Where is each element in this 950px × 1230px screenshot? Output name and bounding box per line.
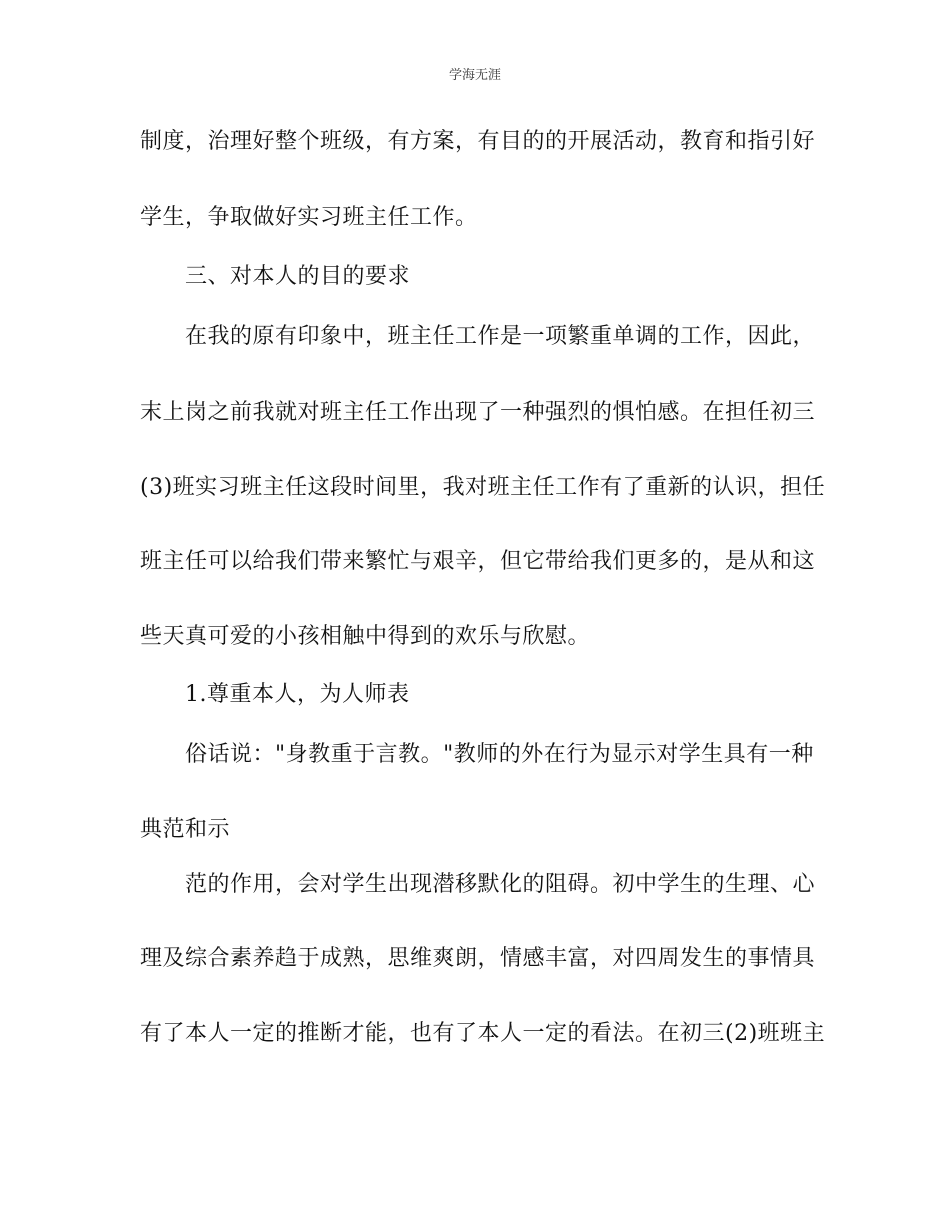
text-line: (3)班实习班主任这段时间里，我对班主任工作有了重新的认识，担任	[140, 475, 826, 500]
text-line: 范的作用，会对学生出现潜移默化的阻碍。初中学生的生理、心	[185, 872, 816, 897]
text-line: 典范和示	[140, 817, 231, 842]
text-line: 有了本人一定的推断才能，也有了本人一定的看法。在初三(2)班班主	[140, 1021, 826, 1046]
text-line: 学生，争取做好实习班主任工作。	[140, 205, 478, 230]
text-line: 制度，治理好整个班级，有方案，有目的的开展活动，教育和指引好	[140, 129, 816, 154]
text-line: 1.尊重本人，为人师表	[185, 682, 410, 707]
text-line: 在我的原有印象中，班主任工作是一项繁重单调的工作，因此，	[185, 324, 816, 349]
text-line: 班主任可以给我们带来繁忙与艰辛，但它带给我们更多的，是从和这	[140, 549, 816, 574]
text-line: 末上岗之前我就对班主任工作出现了一种强烈的惧怕感。在担任初三	[140, 400, 816, 425]
page-header: 学海无涯	[448, 68, 501, 83]
text-line: 理及综合素养趋于成熟，思维爽朗，情感丰富，对四周发生的事情具	[140, 946, 816, 971]
text-line: 俗话说："身教重于言教。"教师的外在行为显示对学生具有一种	[185, 742, 814, 767]
text-line: 三、对本人的目的要求	[185, 264, 411, 289]
text-line: 些天真可爱的小孩相触中得到的欢乐与欣慰。	[140, 624, 591, 649]
